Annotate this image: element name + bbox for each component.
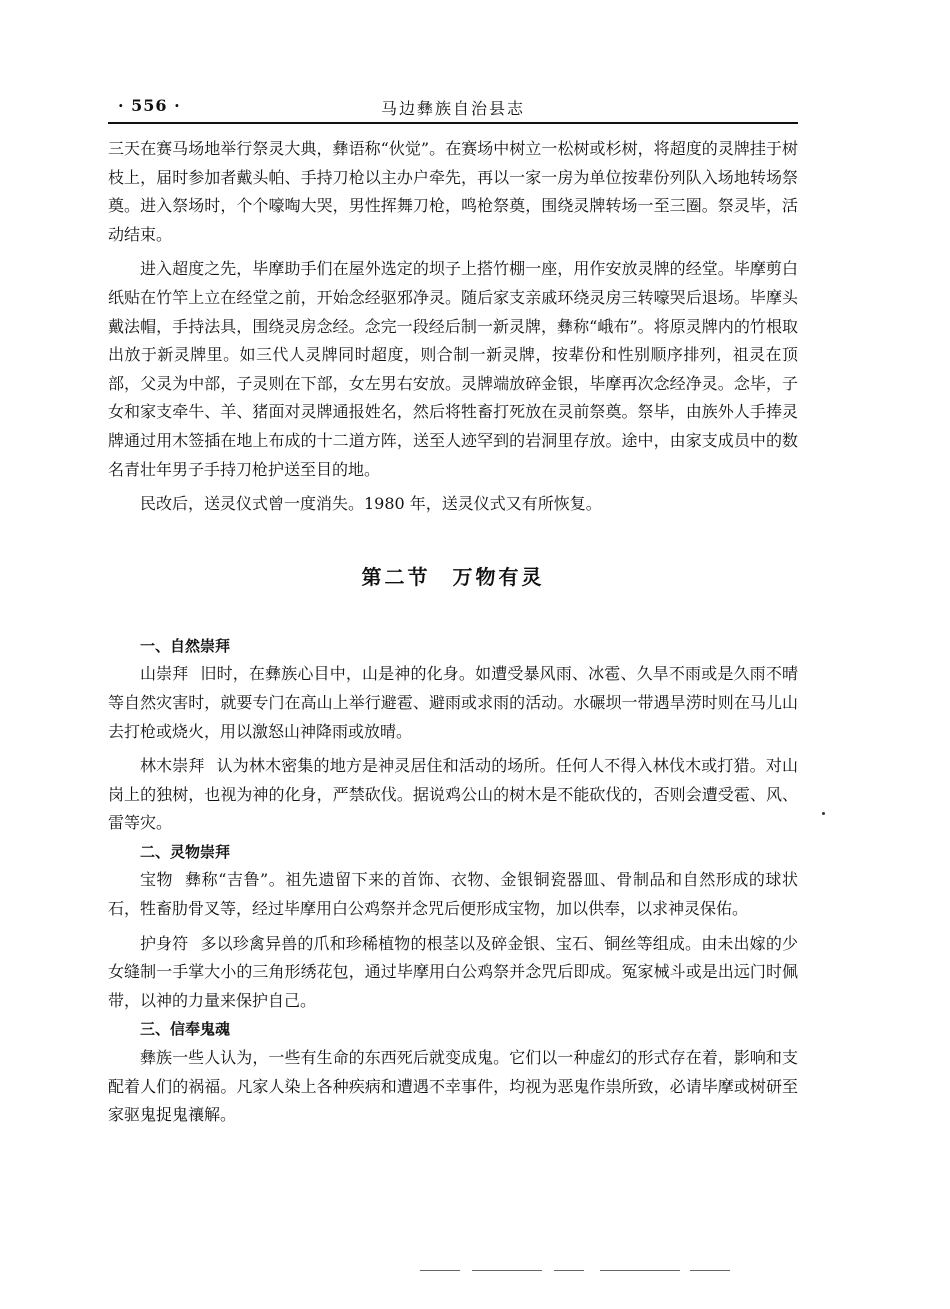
paragraph-after-reform: 民改后，送灵仪式曾一度消失。1980 年，送灵仪式又有所恢复。 [140, 494, 602, 514]
section-heading: 万物有灵 [452, 564, 545, 589]
paragraph-amulet [108, 930, 798, 1016]
term-forest-worship: 林木崇拜 [140, 756, 205, 776]
scan-speck [690, 1270, 730, 1271]
paragraph-sacrifice-ceremony: 三天在赛马场地举行祭灵大典，彝语称“伙觉”。在赛场中树立一松树或杉树，将超度的灵牌挂于树枝上，届时参加者戴头帕、手持刀枪以主办户牵先，再以一家一房为单位按辈份列队入场地转场祭奠。进入祭场时，个个嚎啕大哭，男性挥舞刀枪，鸣枪祭奠，围绕灵牌转场一至三圈。祭灵毕，活动结束。 [108, 139, 798, 244]
text-amulet: 多以珍禽异兽的爪和珍稀植物的根茎以及碎金银、宝石、铜丝等组成。由未出嫁的少女缝制一手掌大小的三角形绣花包，通过毕摩用白公鸡祭并念咒后即成。冤家械斗或是出远门时佩带，以神的力量来保护自己。 [108, 933, 798, 1010]
text-treasure: 彝称“吉鲁”。祖先遗留下来的首饰、衣物、金银铜瓷器皿、骨制品和自然形成的球状石，牲畜肋骨叉等，经过毕摩用白公鸡祭并念咒后便形成宝物，加以供奉，以求神灵保佑。 [108, 870, 798, 919]
paragraph-ghost-belief: 彝族一些人认为，一些有生命的东西死后就变成鬼。它们以一种虚幻的形式存在着，影响和支配着人们的祸福。凡家人染上各种疾病和遭遇不幸事件，均视为恶鬼作祟所致，必请毕摩或树研至家驱鬼捉鬼禳解。 [108, 1048, 798, 1125]
term-mountain-worship: 山崇拜 [140, 664, 189, 684]
body-text [108, 135, 798, 1130]
subheading-spirit-objects: 二、灵物崇拜 [140, 842, 231, 861]
paragraph-forest-worship [108, 752, 798, 838]
paragraph-mountain-worship [108, 660, 798, 746]
term-amulet: 护身符 [140, 933, 189, 953]
section-number: 第二节 [361, 564, 431, 589]
page-number: · 556 · [118, 96, 181, 115]
scan-speck [822, 812, 825, 815]
subheading-nature-worship: 一、自然崇拜 [140, 636, 231, 655]
text-mountain-worship: 旧时，在彝族心目中，山是神的化身。如遭受暴风雨、冰雹、久旱不雨或是久雨不晴等自然灾害时，就要专门在高山上举行避雹、避雨或求雨的活动。水碾坝一带遇旱涝时则在马儿山去打枪或烧火，用以激怒山神降雨或放晴。 [108, 664, 798, 741]
text-forest-worship: 认为林木密集的地方是神灵居住和活动的场所。任何人不得入林伐木或打猎。对山岗上的独树，也视为神的化身，严禁砍伐。据说鸡公山的树木是不能砍伐的，否则会遭受雹、风、雷等灾。 [108, 756, 798, 833]
scan-speck [554, 1270, 584, 1271]
header-rule [108, 122, 798, 124]
paragraph-before-ritual: 进入超度之先，毕摩助手们在屋外选定的坝子上搭竹棚一座，用作安放灵牌的经堂。毕摩剪白纸贴在竹竿上立在经堂之前，开始念经驱邪净灵。随后家支亲戚环绕灵房三转嚎哭后退场。毕摩头戴法帽，手持法具，围绕灵房念经。念完一段经后制一新灵牌，彝称“峨布”。将原灵牌内的竹根取出放于新灵牌里。如三代人灵牌同时超度，则合制一新灵牌，按辈份和性别顺序排列，祖灵在顶部，父灵为中部，子灵则在下部，女左男右安放。灵牌端放碎金银，毕摩再次念经净灵。念毕，子女和家支牵牛、羊、猪面对灵牌通报姓名，然后将牲畜打死放在灵前祭奠。祭毕，由族外人手捧灵牌通过用木签插在地上布成的十二道方阵，送至人迹罕到的岩洞里存放。途中，由家支成员中的数名青壮年男子手持刀枪护送至目的地。 [108, 259, 798, 479]
section-title [108, 561, 798, 590]
paragraph-treasure [108, 866, 798, 923]
subheading-ghost-belief: 三、信奉鬼魂 [140, 1020, 231, 1039]
page-header [108, 92, 798, 122]
running-title: 马边彝族自治县志 [380, 99, 525, 118]
scan-speck [600, 1270, 680, 1271]
scan-artifact-line [420, 1268, 750, 1274]
scan-speck [472, 1270, 542, 1271]
term-treasure: 宝物 [140, 870, 174, 890]
scan-speck [420, 1270, 460, 1271]
